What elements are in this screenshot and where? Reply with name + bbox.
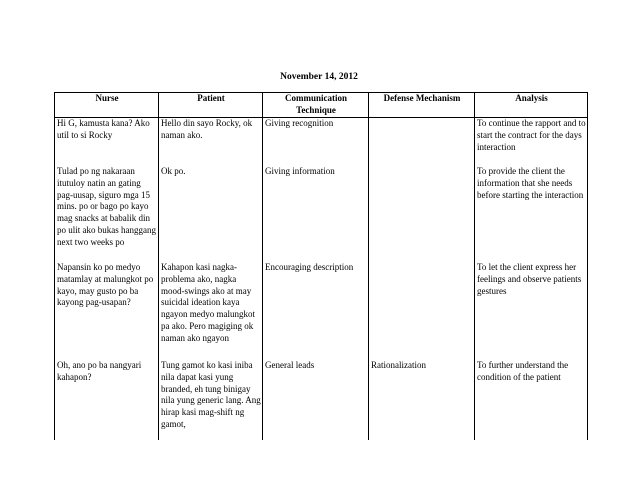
header-defense: Defense Mechanism: [369, 93, 475, 118]
nurse-cell: Hi G, kamusta kana? Ako util to si Rocky: [55, 118, 159, 167]
process-recording-table: [54, 92, 588, 440]
analysis-cell: To continue the rapport and to start the contract for the days interaction: [475, 118, 588, 167]
nurse-cell: Oh, ano po ba nangyari kahapon?: [55, 360, 159, 440]
nurse-cell: Napansin ko po medyo matamlay at malungkot po kayo, may gusto po ba kayong pag-usapan?: [55, 262, 159, 360]
patient-cell: Hello din sayo Rocky, ok naman ako.: [159, 118, 263, 167]
defense-cell: [369, 166, 475, 262]
analysis-cell: To provide the client the information that she needs before starting the interaction: [475, 166, 588, 262]
header-nurse: Nurse: [55, 93, 159, 118]
technique-cell: Encouraging description: [263, 262, 369, 360]
nurse-cell: Tulad po ng nakaraan itutuloy natin an gating pag-uusap, siguro mga 15 mins. po or bago po kayo mag snacks at babalik din po ulit ako bukas hanggang next two weeks po: [55, 166, 159, 262]
patient-cell: Tung gamot ko kasi iniba nila dapat kasi yung branded, eh tung binigay nila yung generic lang. Ang hirap kasi mag-shift ng gamot,: [159, 360, 263, 440]
technique-cell: Giving information: [263, 166, 369, 262]
patient-cell: Kahapon kasi nagka-problema ako, nagka mood-swings ako at may suicidal ideation kaya ngayon medyo malungkot pa ako. Pero magiging ok naman ako ngayon: [159, 262, 263, 360]
patient-cell: Ok po.: [159, 166, 263, 262]
header-analysis: Analysis: [475, 93, 588, 118]
defense-cell: [369, 118, 475, 167]
header-patient: Patient: [159, 93, 263, 118]
table-row: [55, 166, 588, 262]
table-row: [55, 262, 588, 360]
header-technique: Communication Technique: [263, 93, 369, 118]
table-row: [55, 118, 588, 167]
table-header-row: [55, 93, 588, 118]
technique-cell: General leads: [263, 360, 369, 440]
analysis-cell: To let the client express her feelings and observe patients gestures: [475, 262, 588, 360]
defense-cell: Rationalization: [369, 360, 475, 440]
technique-cell: Giving recognition: [263, 118, 369, 167]
defense-cell: [369, 262, 475, 360]
analysis-cell: To further understand the condition of the patient: [475, 360, 588, 440]
document-date: November 14, 2012: [280, 72, 358, 82]
table-row: [55, 360, 588, 440]
